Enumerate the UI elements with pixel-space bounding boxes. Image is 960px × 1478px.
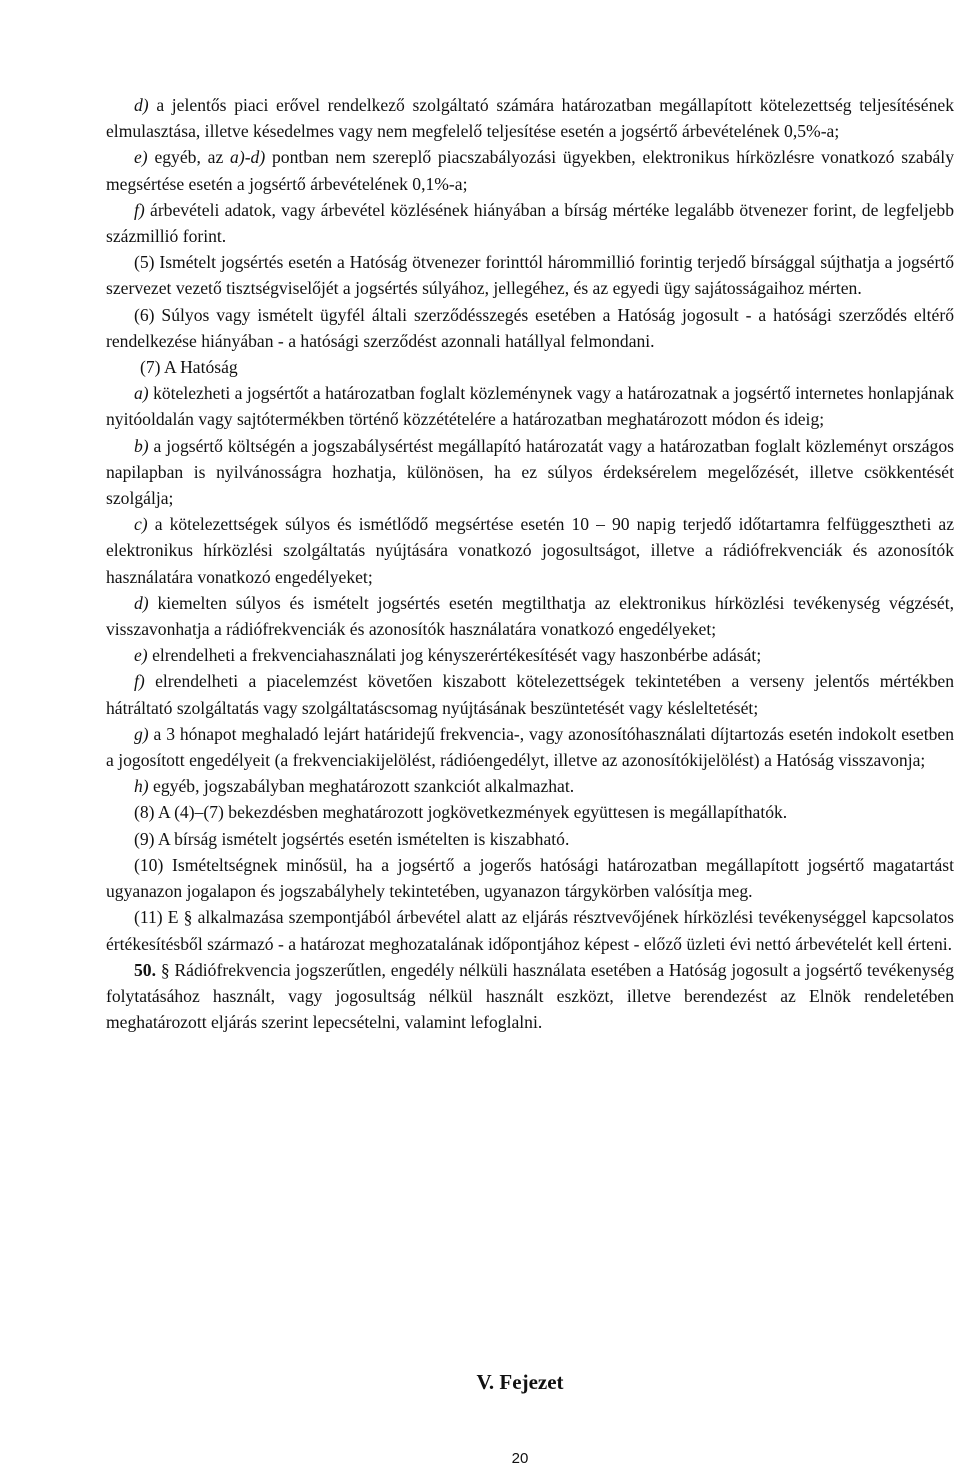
paragraph-text: a 3 hónapot meghaladó lejárt határidejű frekvencia-, vagy azonosítóhasználati díjtartozás esetén indokolt esetben a jogosított engedélyeit (a frekvenciakijelölést, rádióengedélyt, illetve az azonosítókijelölést) a Hatóság visszavonja; — [106, 723, 954, 771]
paragraph-text: egyéb, az — [147, 147, 231, 168]
paragraph-8 — [106, 799, 954, 825]
paragraph-text: (6) Súlyos vagy ismételt ügyfél általi szerződésszegés esetében a Hatóság jogosult - a hatósági szerződés eltérő rendelkezése hiányában - a hatósági szerződést azonnali hatállyal felmondani. — [106, 304, 954, 351]
item-label: e) — [134, 147, 148, 168]
item-label: d) — [134, 592, 149, 613]
paragraph-text: § Rádiófrekvencia jogszerűtlen, engedély nélküli használata esetében a Hatóság jogosult a jogsértő tevékenység folytatásához használt, vagy jogosultság nélkül használt eszközt, illetve berendezést az Elnök rendeletében meghatározott eljárás szerint lepecsételni, valamint lefoglalni. — [106, 959, 954, 1033]
paragraph-d-penalty — [106, 92, 954, 144]
paragraph-text: (11) E § alkalmazása szempontjából árbevétel alatt az eljárás résztvevőjének hírközlési tevékenységgel kapcsolatos értékesítésből származó - a határozat meghozatalának időpontjához képest - előző üzleti évi nettó árbevételét kell érteni. — [106, 907, 954, 954]
item-label: f) — [134, 671, 145, 692]
item-label: c) — [134, 514, 148, 535]
section-number: 50. — [134, 959, 156, 980]
paragraph-text: kiemelten súlyos és ismételt jogsértés esetén megtilthatja az elektronikus hírközlési tevékenység végzését, visszavonhatja a rádiófrekvenciák és azonosítók használatára vonatkozó engedélyeket; — [106, 592, 954, 640]
item-label: b) — [134, 435, 149, 456]
paragraph-7b — [106, 433, 954, 512]
document-body — [106, 92, 954, 1035]
paragraph-7e — [106, 642, 954, 668]
paragraph-text: (5) Ismételt jogsértés esetén a Hatóság ötvenezer forinttól hárommillió forintig terjedő bírsággal sújthatja a jogsértő szervezet vezető tisztségviselőjét a jogsértés súlyához, jellegéhez, és az egyedi ügy sajátosságaihoz mérten. — [106, 252, 954, 299]
paragraph-text: (8) A (4)–(7) bekezdésben meghatározott jogkövetkezmények együttesen is megállapíthatók. — [134, 802, 788, 823]
chapter-title: V. Fejezet — [476, 1370, 564, 1394]
paragraph-9 — [106, 826, 954, 852]
paragraph-6 — [106, 302, 954, 354]
paragraph-7d — [106, 590, 954, 642]
item-label: f) — [134, 199, 145, 220]
paragraph-7a — [106, 380, 954, 432]
paragraph-f-penalty — [106, 197, 954, 249]
paragraph-text: a jogsértő költségén a jogszabálysértést megállapító határozatát vagy a határozatban foglalt közleményt országos napilapban is nyilvánosságra hozhatja, különösen, ha ez súlyos érdeksérelem megelőzését, illetve csökkentését szolgálja; — [106, 435, 954, 509]
paragraph-text: (10) Ismételtségnek minősül, ha a jogsértő a jogerős hatósági határozatban megállapított jogsértő magatartást ugyanazon jogalapon és jogszabályhely tekintetében, ugyanazon tárgykörben valósítja meg. — [106, 854, 954, 902]
item-label: h) — [134, 776, 149, 797]
paragraph-text: a jelentős piaci erővel rendelkező szolgáltató számára határozatban megállapított kötelezettség teljesítésének elmulasztása, illetve késedelmes vagy nem megfelelő teljesítése esetén a jogsértő árbevételének 0,5%-a; — [106, 95, 954, 142]
item-label: a) — [134, 383, 149, 404]
paragraph-text: elrendelheti a frekvenciahasználati jog kényszerértékesítését vagy haszonbérbe adását; — [147, 645, 762, 666]
paragraph-10 — [106, 852, 954, 904]
paragraph-text: a kötelezettségek súlyos és ismétlődő megsértése esetén 10 – 90 napig terjedő időtartamra felfüggesztheti az elektronikus hírközlési szolgáltatás nyújtására vonatkozó jogosultságot, illetve a rádiófrekvenciák és azonosítók használatára vonatkozó engedélyeket; — [106, 514, 954, 587]
page-number: 20 — [511, 1450, 529, 1467]
paragraph-e-penalty — [106, 144, 954, 196]
item-label: e) — [134, 645, 148, 666]
section-50 — [106, 957, 954, 1036]
paragraph-text: (7) A Hatóság — [140, 357, 238, 378]
item-label: d) — [134, 95, 149, 115]
paragraph-text: árbevételi adatok, vagy árbevétel közlésének hiányában a bírság mértéke legalább ötvenezer forint, de legfeljebb százmillió forint. — [106, 199, 954, 247]
paragraph-text: elrendelheti a piacelemzést követően kiszabott kötelezettségek tekintetében a verseny jelentős mértékben hátráltató szolgáltatás vagy szolgáltatáscsomag nyújtásának beszüntetését vagy késleltetését; — [106, 671, 954, 718]
paragraph-7 — [106, 354, 954, 380]
paragraph-5 — [106, 249, 954, 301]
paragraph-7f — [106, 668, 954, 720]
paragraph-text: pontban nem szereplő piacszabályozási ügyekben, elektronikus hírközlésre vonatkozó szabály megsértése esetén a jogsértő árbevételének 0,1%-a; — [106, 147, 954, 194]
item-label: g) — [134, 723, 149, 744]
item-label-ref: a)-d) — [230, 147, 266, 168]
paragraph-7h — [106, 773, 954, 799]
paragraph-text: (9) A bírság ismételt jogsértés esetén ismételten is kiszabható. — [134, 828, 570, 849]
paragraph-7g — [106, 721, 954, 773]
paragraph-text: kötelezheti a jogsértőt a határozatban foglalt közleménynek vagy a határozatnak a jogsértő internetes honlapjának nyitóoldalán vagy sajtótermékben történő közzétételére a határozatban meghatározott módon és ideig; — [106, 383, 954, 430]
paragraph-11 — [106, 904, 954, 956]
paragraph-text: egyéb, jogszabályban meghatározott szankciót alkalmazhat. — [148, 776, 575, 797]
paragraph-7c — [106, 511, 954, 590]
